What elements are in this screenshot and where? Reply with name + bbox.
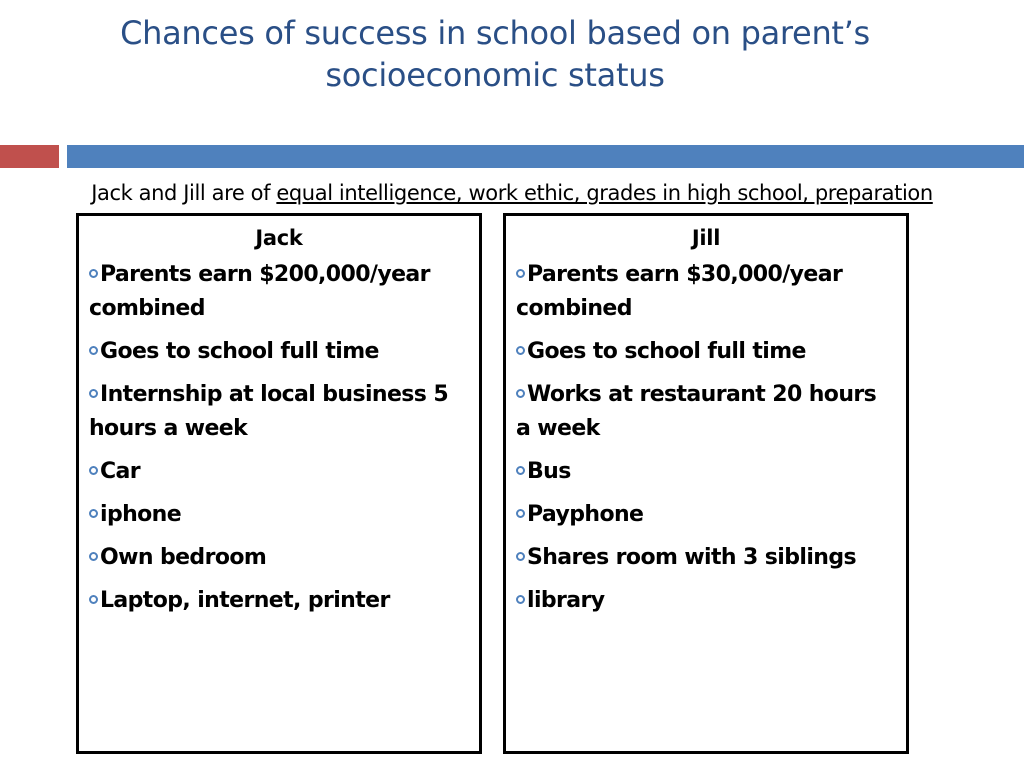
accent-bar-blue: [67, 145, 1024, 168]
list-item: [516, 455, 896, 489]
list-item: [89, 335, 469, 369]
slide-title: Chances of success in school based on parent’s socioeconomic status: [120, 14, 870, 94]
list-item: [89, 378, 469, 446]
jack-list: [89, 258, 469, 618]
jill-list: [516, 258, 896, 618]
ring-bullet-icon: [89, 595, 98, 604]
list-item-text: Laptop, internet, printer: [100, 588, 390, 613]
list-item: [516, 378, 896, 446]
ring-bullet-icon: [89, 389, 98, 398]
list-item: [89, 455, 469, 489]
ring-bullet-icon: [89, 509, 98, 518]
ring-bullet-icon: [89, 269, 98, 278]
intro-underlined: equal intelligence, work ethic, grades in high school, preparation: [276, 181, 933, 205]
list-item-text: Goes to school full time: [527, 339, 806, 364]
list-item-text: Works at restaurant 20 hours a week: [516, 382, 877, 441]
list-item: [89, 584, 469, 618]
list-item-text: Parents earn $30,000/year combined: [516, 262, 843, 321]
list-item: [516, 541, 896, 575]
list-item-text: Goes to school full time: [100, 339, 379, 364]
list-item-text: iphone: [100, 502, 182, 527]
jill-card: [503, 213, 909, 754]
list-item: [516, 498, 896, 532]
list-item: [89, 258, 469, 326]
ring-bullet-icon: [89, 466, 98, 475]
list-item: [516, 335, 896, 369]
ring-bullet-icon: [516, 346, 525, 355]
intro-text: [0, 179, 1024, 207]
accent-bar-red: [0, 145, 59, 168]
ring-bullet-icon: [516, 509, 525, 518]
ring-bullet-icon: [516, 595, 525, 604]
list-item-text: Car: [100, 459, 141, 484]
ring-bullet-icon: [516, 389, 525, 398]
list-item-text: library: [527, 588, 605, 613]
list-item-text: Shares room with 3 siblings: [527, 545, 856, 570]
list-item-text: Payphone: [527, 502, 644, 527]
ring-bullet-icon: [516, 552, 525, 561]
list-item: [516, 258, 896, 326]
jack-card: [76, 213, 482, 754]
ring-bullet-icon: [516, 466, 525, 475]
list-item: [89, 541, 469, 575]
jack-heading: Jack: [255, 226, 303, 250]
list-item-text: Internship at local business 5 hours a week: [89, 382, 449, 441]
intro-prefix: Jack and Jill are of: [91, 181, 277, 205]
list-item: [89, 498, 469, 532]
ring-bullet-icon: [516, 269, 525, 278]
jill-heading: Jill: [691, 226, 721, 250]
ring-bullet-icon: [89, 346, 98, 355]
list-item-text: Bus: [527, 459, 571, 484]
list-item-text: Own bedroom: [100, 545, 267, 570]
list-item-text: Parents earn $200,000/year combined: [89, 262, 430, 321]
ring-bullet-icon: [89, 552, 98, 561]
list-item: [516, 584, 896, 618]
